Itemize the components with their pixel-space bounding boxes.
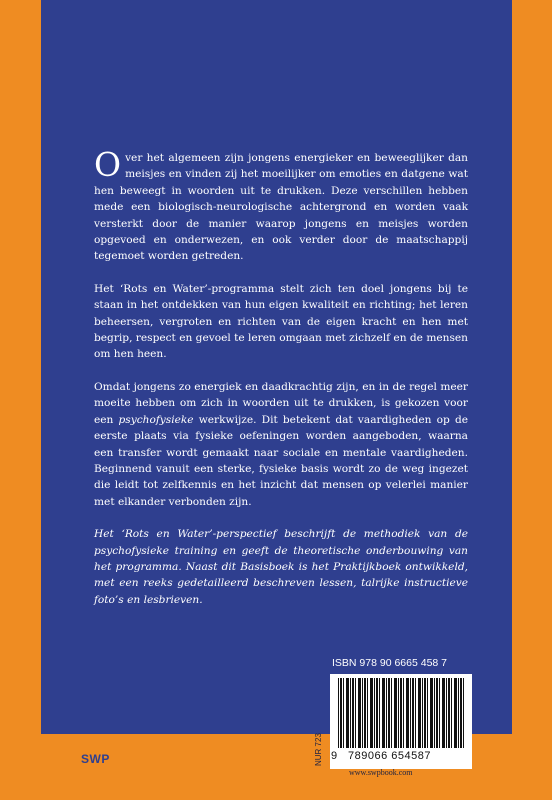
barcode-lead-digit: 9 <box>331 750 338 762</box>
barcode-bars <box>338 678 466 748</box>
paragraph-3-emphasis: psychofysieke <box>118 413 194 426</box>
back-cover-text <box>94 145 469 624</box>
drop-cap: O <box>94 145 122 184</box>
nur-code: NUR 723 <box>314 733 323 766</box>
paragraph-1-text: ver het algemeen zijn jongens energieker en beweeglijker dan meisjes en vinden zij het moeilijker om emoties en datgene wat hen beweegt in woorden uit te drukken. Deze verschillen hebben mede een biologisch-neurologische achtergrond en worden vaak versterkt door de manier waarop jongens en meisjes worden opgevoed en onderwezen, en ook verder door de maatschappij tegemoet worden getreden. <box>94 152 468 263</box>
paragraph-3-text-b: werkwijze. Dit betekent dat vaardigheden op de eerste plaats via fysieke oefeningen worden aangeboden, waarna een transfer wordt gemaakt naar sociale en mentale vaardigheden. Beginnend vanuit een sterke, fysieke basis wordt zo de weg ingezet die leidt tot zelfkennis en het inzicht dat mensen op velerlei manier met elkander verbonden zijn. <box>94 413 469 508</box>
paragraph-2: Het ‘Rots en Water’-programma stelt zich ten doel jongens bij te staan in het ontdekken van hun eigen kwaliteit en richting; het leren beheersen, vergroten en richten van de eigen kracht en hen met begrip, respect en gevoel te leren omgaan met zichzelf en de mensen om hen heen. <box>94 282 468 361</box>
barcode-digits: 789066 654587 <box>348 750 431 762</box>
paragraph-3 <box>94 379 468 510</box>
publisher-url: www.swpbook.com <box>349 768 413 777</box>
paragraph-3-text-a: Omdat jongens zo energiek en daadkrachtig zijn, en in de regel meer moeite hebben om zich in woorden uit te drukken, is gekozen voor een <box>94 380 468 426</box>
paragraph-4: Het ‘Rots en Water’-perspectief beschrijft de methodiek van de psychofysieke training en geeft de theoretische onderbouwing van het programma. Naast dit Basisboek is het Praktijkboek ontwikkeld, met een reeks gedetailleerd beschreven lessen, talrijke instructieve foto’s en lesbrieven. <box>94 528 468 606</box>
barcode <box>330 674 472 769</box>
paragraph-1 <box>94 145 468 265</box>
isbn-label: ISBN 978 90 6665 458 7 <box>332 657 448 669</box>
publisher-logo: SWP <box>81 752 110 766</box>
